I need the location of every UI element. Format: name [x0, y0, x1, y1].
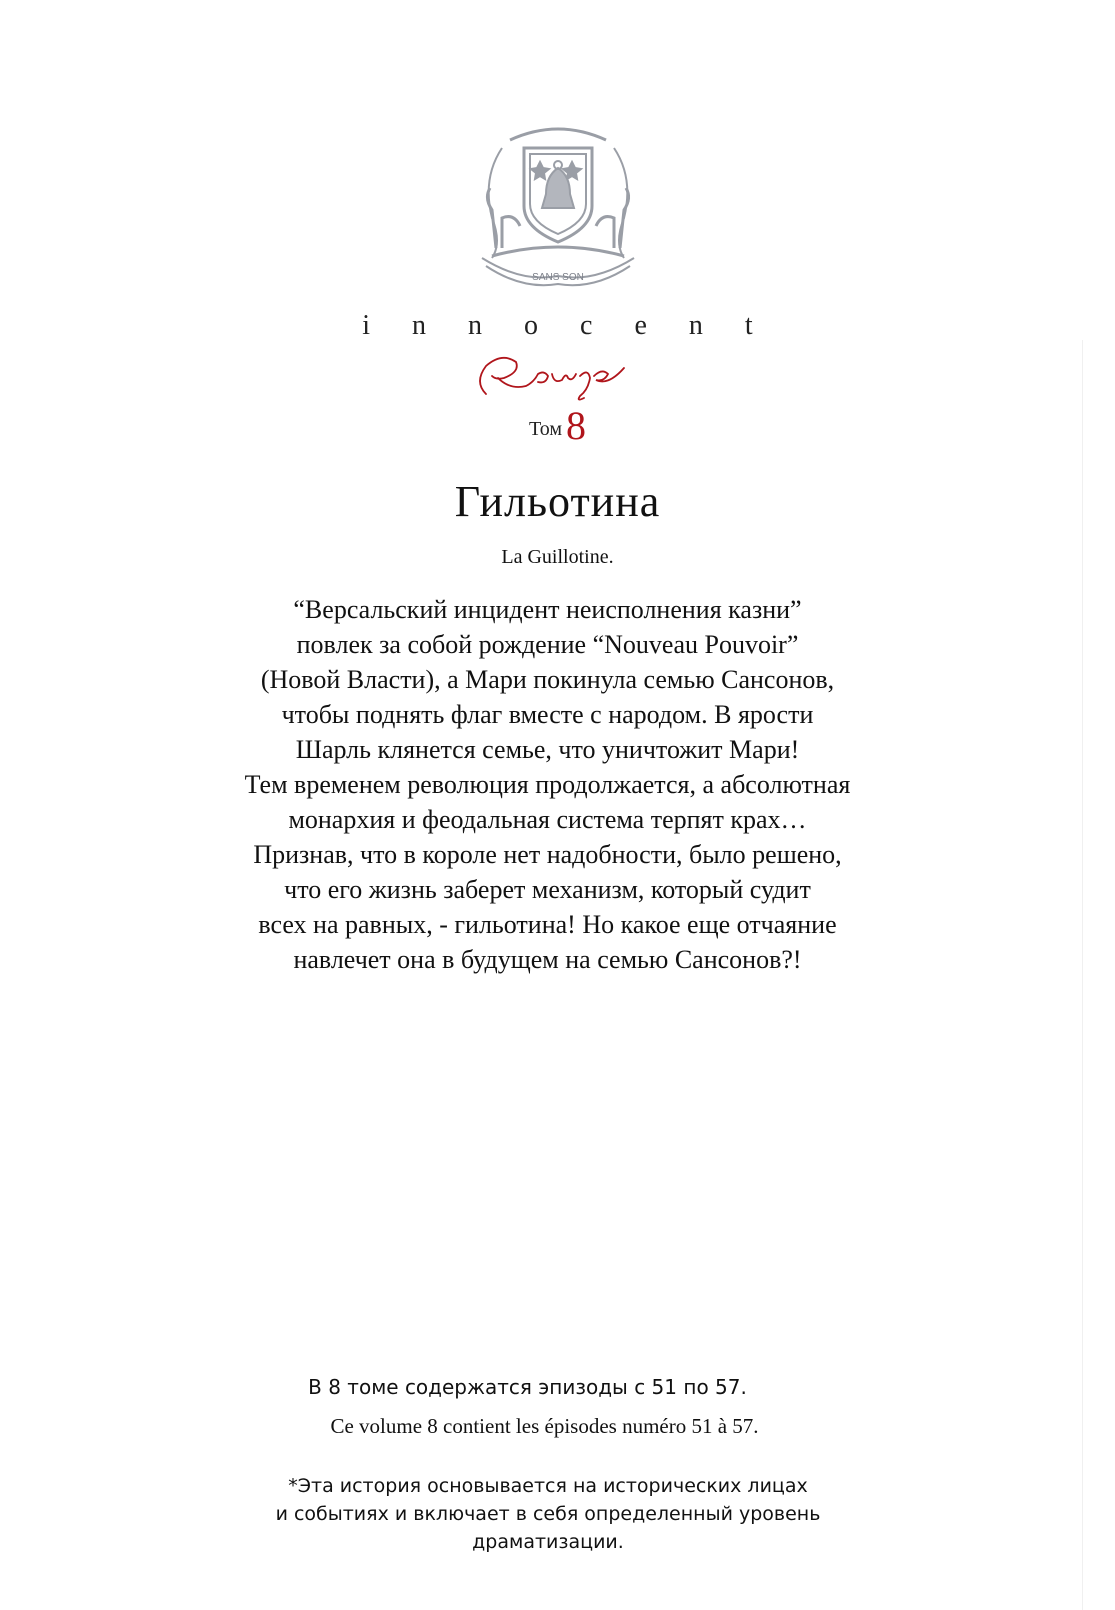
episodes-note-ru: В 8 томе содержатся эпизоды с 51 по 57. — [308, 1375, 747, 1399]
volume-label — [0, 402, 1115, 449]
synopsis-line: что его жизнь заберет механизм, который судит — [284, 875, 811, 904]
synopsis — [150, 592, 945, 977]
disclaimer — [0, 1472, 1096, 1556]
volume-word: Том — [529, 418, 562, 440]
crest-motto: SANS SON — [532, 272, 584, 283]
synopsis-line: Тем временем революция продолжается, а абсолютная — [244, 770, 851, 799]
synopsis-line: “Версальский инцидент неисполнения казни” — [293, 595, 802, 624]
synopsis-line: повлек за собой рождение “Nouveau Pouvoir” — [296, 630, 799, 659]
synopsis-line: Признав, что в короле нет надобности, было решено, — [253, 840, 842, 869]
episodes-note-fr: Ce volume 8 contient les épisodes numéro 51 à 57. — [330, 1414, 759, 1438]
page-edge-divider — [1082, 340, 1083, 1610]
synopsis-line: чтобы поднять флаг вместе с народом. В ярости — [281, 700, 814, 729]
synopsis-line: монархия и феодальная система терпят крах… — [288, 805, 807, 834]
disclaimer-line: *Эта история основывается на исторических лицах — [288, 1475, 808, 1497]
brand-rouge-logo — [468, 346, 638, 410]
volume-number: 8 — [566, 403, 586, 448]
rouge-script-logo — [468, 346, 638, 410]
synopsis-line: (Новой Власти), а Мари покинула семью Сансонов, — [260, 665, 835, 694]
synopsis-line: Шарль клянется семье, что уничтожит Мари! — [295, 735, 800, 764]
page-subtitle: La Guillotine. — [501, 546, 614, 568]
disclaimer-line: и событиях и включает в себя определенный уровень — [275, 1503, 821, 1525]
synopsis-line: навлечет она в будущем на семью Сансонов?! — [293, 945, 802, 974]
brand-innocent: innocent — [362, 310, 795, 341]
page-title: Гильотина — [454, 477, 661, 526]
disclaimer-line: драматизации. — [472, 1531, 624, 1553]
sanson-coat-of-arms-icon — [462, 118, 654, 288]
synopsis-line: всех на равных, - гильотина! Но какое еще отчаяние — [258, 910, 837, 939]
